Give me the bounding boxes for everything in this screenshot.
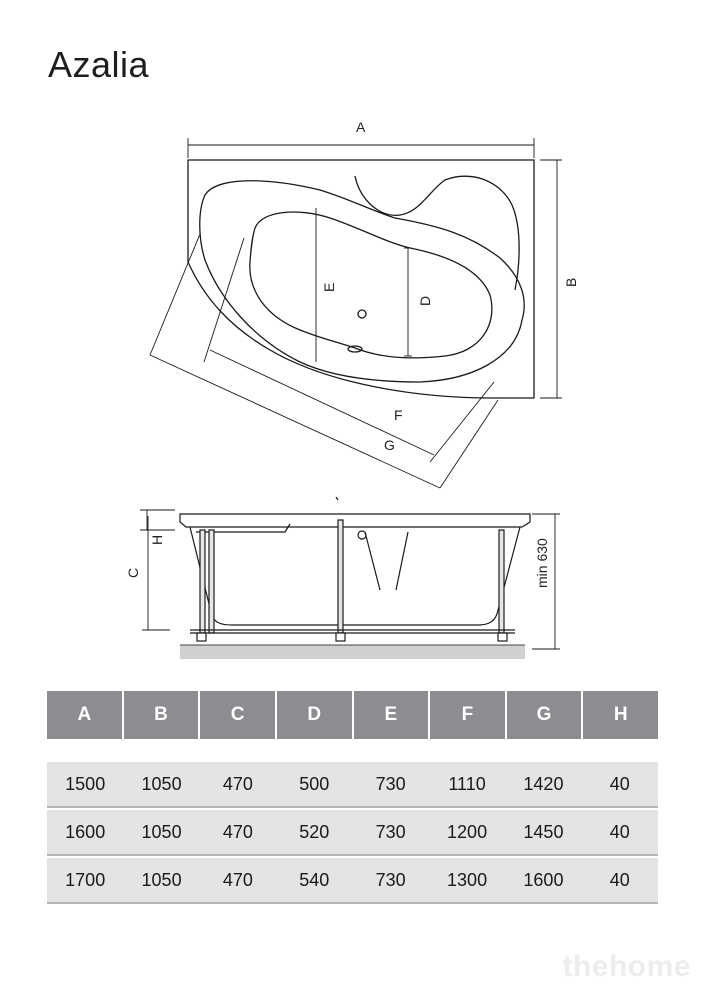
table-cell: 1450 [523, 821, 564, 842]
header-cell-f: F [430, 691, 507, 739]
page-title: Azalia [48, 44, 150, 85]
overflow-icon [348, 346, 362, 352]
table-cell: 470 [222, 821, 253, 842]
header-cell-b: B [124, 691, 201, 739]
top-view-labels [321, 119, 579, 453]
side-view [180, 497, 530, 641]
dim-label-c: C [125, 567, 141, 578]
tub-inner-lip [200, 181, 524, 382]
tub-outer-rim [188, 160, 534, 398]
table-cell: 520 [299, 821, 330, 842]
table-cell: 470 [222, 773, 253, 794]
table-cell: 1600 [65, 821, 106, 842]
side-tub-body [190, 527, 520, 625]
dim-label-a: A [356, 119, 366, 135]
table-cell: 730 [375, 869, 406, 890]
table-cell: 470 [222, 869, 253, 890]
header-cell-c: C [200, 691, 277, 739]
dim-label-b: B [563, 277, 579, 287]
side-drain-icon [358, 531, 366, 539]
table-cell: 1050 [141, 773, 182, 794]
table-cell: 40 [609, 821, 630, 842]
table-row [47, 810, 658, 856]
table-cell: 40 [609, 869, 630, 890]
dim-label-f: F [394, 407, 403, 423]
table-cell: 1050 [141, 821, 182, 842]
top-view [188, 160, 534, 398]
table-cell: 40 [609, 773, 630, 794]
table-cell: 1700 [65, 869, 106, 890]
header-cell-d: D [277, 691, 354, 739]
dim-label-h: H [149, 534, 165, 545]
table-cell: 1200 [447, 821, 488, 842]
drain-icon [358, 310, 366, 318]
dim-label-d: D [417, 295, 433, 306]
table-cell: 1300 [447, 869, 488, 890]
table-header [47, 691, 658, 739]
table-cell: 730 [375, 773, 406, 794]
table-cell: 500 [299, 773, 330, 794]
table-row [47, 858, 658, 904]
tub-headrest [355, 176, 519, 290]
table-cell: 1050 [141, 869, 182, 890]
header-cell-h: H [583, 691, 658, 739]
table-row [47, 762, 658, 808]
table-cell: 1420 [523, 773, 564, 794]
dim-label-min-height: min 630 [534, 538, 550, 588]
floor [180, 645, 525, 659]
dim-label-g: G [384, 437, 395, 453]
top-view-dimensions [150, 138, 562, 488]
header-cell-g: G [507, 691, 584, 739]
dim-label-e: E [321, 282, 337, 292]
header-cell-e: E [354, 691, 431, 739]
table-cell: 730 [375, 821, 406, 842]
table-cell: 540 [299, 869, 330, 890]
side-rim [180, 514, 530, 527]
watermark: thehome [562, 950, 691, 983]
table-cell: 1110 [448, 773, 486, 794]
table-cell: 1500 [65, 773, 106, 794]
header-cell-a: A [47, 691, 124, 739]
table-cell: 1600 [523, 869, 564, 890]
